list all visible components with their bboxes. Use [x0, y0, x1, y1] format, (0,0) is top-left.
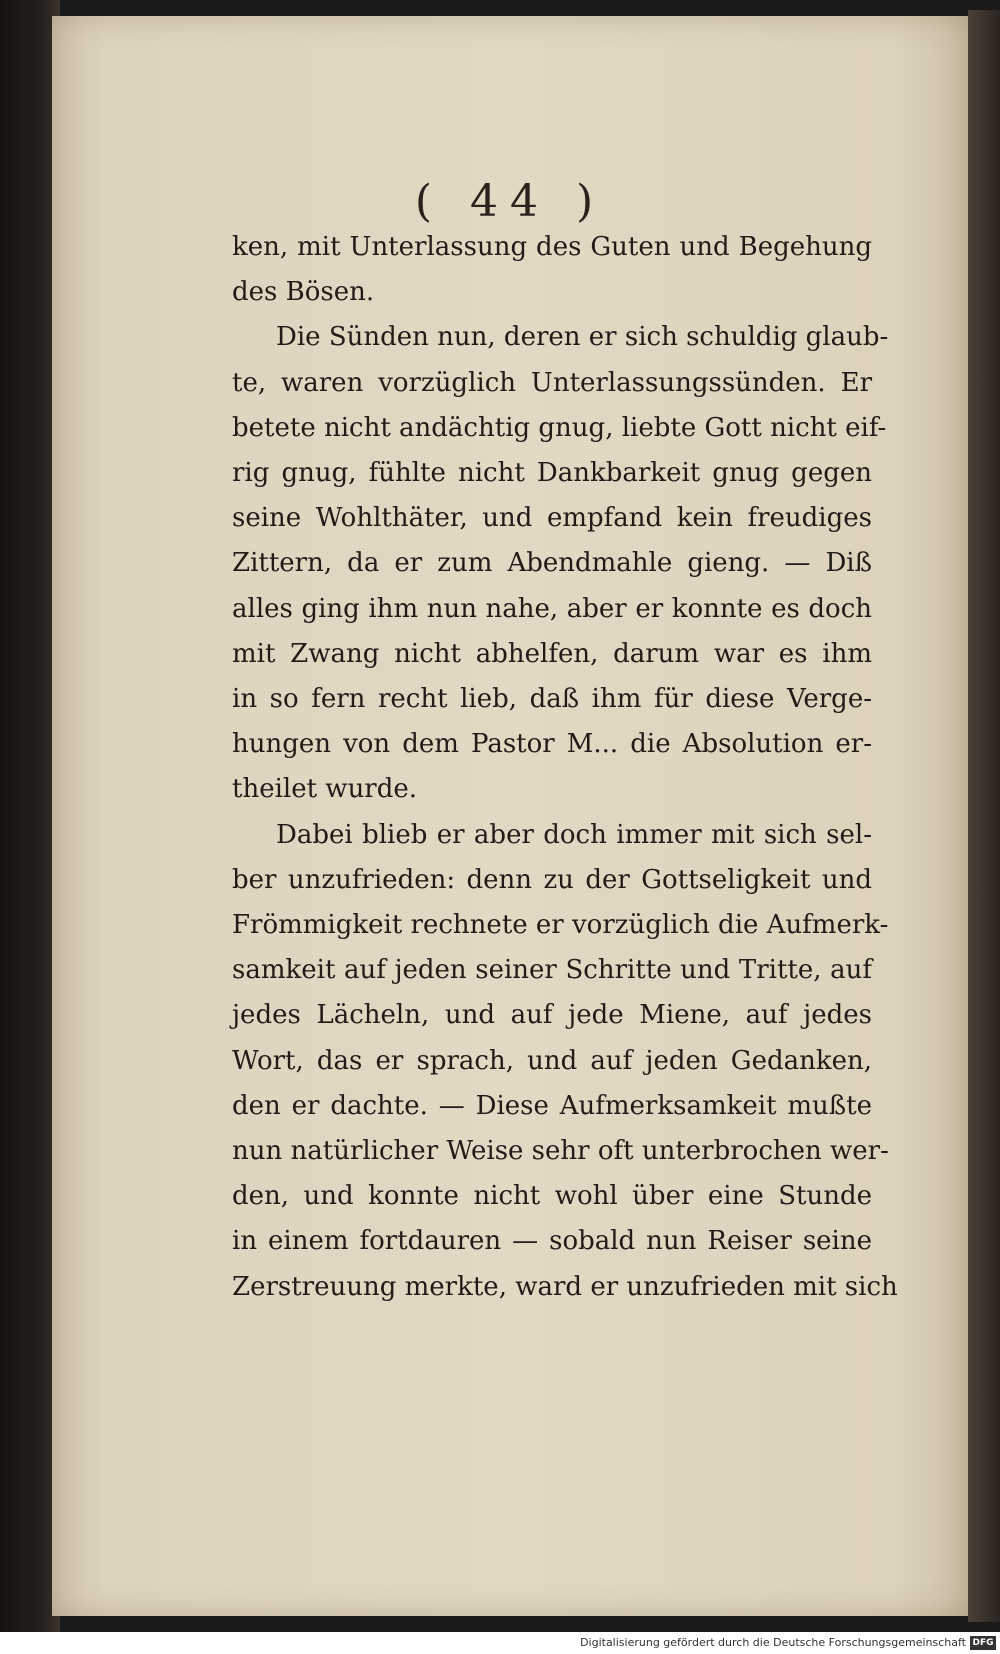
text-line: des Bösen. [232, 277, 375, 308]
text-line: ber unzufrieden: denn zu der Gottseligkeit und [232, 864, 872, 895]
text-line: jedes Lächeln, und auf jede Miene, auf jedes [232, 1000, 872, 1031]
digitization-credit: Digitalisierung gefördert durch die Deutsche Forschungsgemeinschaft [580, 1636, 966, 1649]
text-line: rig gnug, fühlte nicht Dankbarkeit gnug gegen [232, 458, 872, 489]
text-line: Frömmigkeit rechnete er vorzüglich die Aufmerk- [232, 910, 889, 941]
page-text [232, 225, 898, 1310]
text-line: mit Zwang nicht abhelfen, darum war es ihm [232, 638, 872, 669]
text-line: Die Sünden nun, deren er sich schuldig glaub- [276, 322, 889, 353]
text-line: Dabei blieb er aber doch immer mit sich sel- [276, 819, 872, 850]
text-line: Wort, das er sprach, und auf jeden Gedanken, [232, 1045, 872, 1076]
text-line: seine Wohlthäter, und empfand kein freudiges [232, 503, 872, 534]
text-line: in so fern recht lieb, daß ihm für diese Verge- [232, 684, 872, 715]
page-number: ( 44 ) [414, 176, 606, 227]
page-edge [968, 10, 1000, 1622]
book-binding [0, 0, 60, 1654]
dfg-logo: DFG [970, 1636, 996, 1650]
text-line: den er dachte. — Diese Aufmerksamkeit mußte [232, 1090, 872, 1121]
text-line: te, waren vorzüglich Unterlassungssünden. Er [232, 367, 872, 398]
text-line: nun natürlicher Weise sehr oft unterbrochen wer- [232, 1136, 889, 1167]
text-line: den, und konnte nicht wohl über eine Stunde [232, 1181, 872, 1212]
text-line: Zittern, da er zum Abendmahle gieng. — Diß [232, 548, 872, 579]
text-line: alles ging ihm nun nahe, aber er konnte es doch [232, 593, 872, 624]
text-line: in einem fortdauren — sobald nun Reiser seine [232, 1226, 872, 1257]
text-line: hungen von dem Pastor M... die Absolution er- [232, 729, 872, 760]
text-line: betete nicht andächtig gnug, liebte Gott nicht eif- [232, 412, 887, 443]
text-line: theilet wurde. [232, 774, 418, 805]
text-line: samkeit auf jeden seiner Schritte und Tritte, auf [232, 955, 872, 986]
text-line: ken, mit Unterlassung des Guten und Begehung [232, 232, 872, 262]
text-line: Zerstreuung merkte, ward er unzufrieden mit sich [232, 1271, 898, 1302]
